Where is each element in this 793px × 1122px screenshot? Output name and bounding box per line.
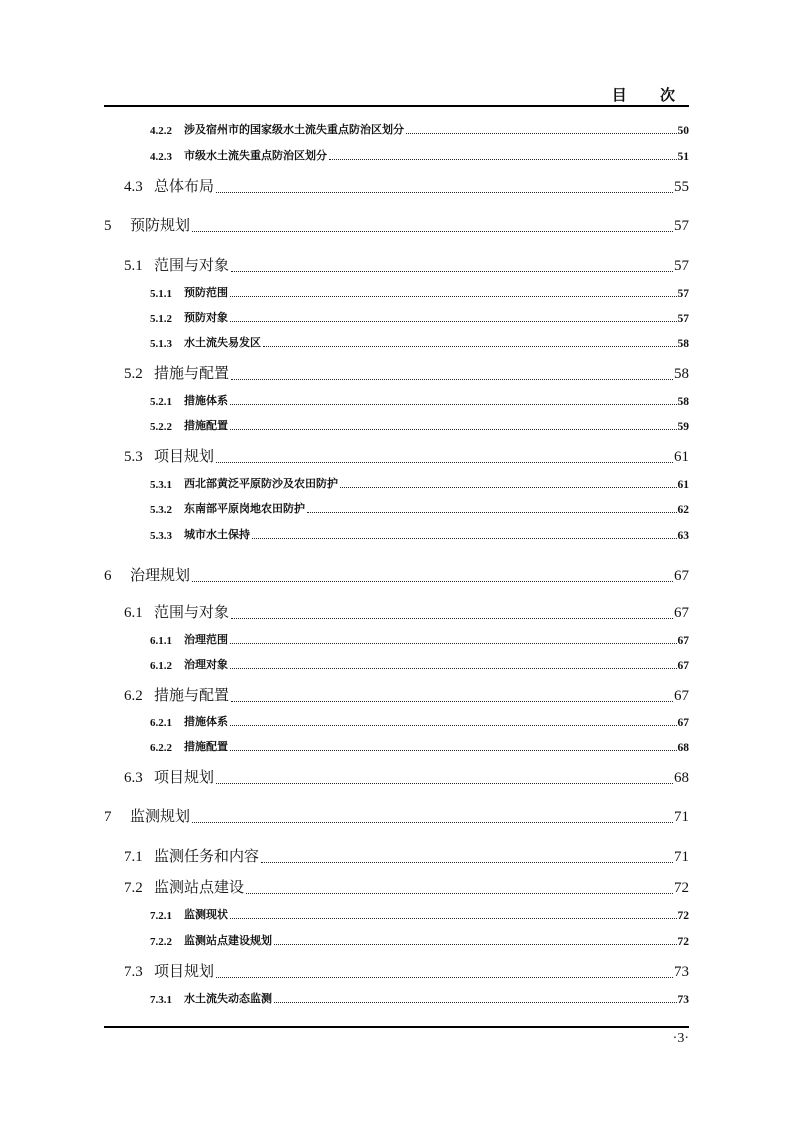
header-rule (104, 105, 689, 107)
toc-entry-page: 67 (677, 717, 689, 729)
toc-entry-title: 监测任务和内容 (154, 847, 260, 865)
dot-leader (274, 943, 677, 945)
toc-entry[interactable] (104, 932, 689, 948)
toc-entry[interactable] (104, 738, 689, 754)
toc-entry-page: 57 (677, 288, 689, 300)
dot-leader (230, 642, 677, 644)
dot-leader (192, 580, 673, 582)
toc-entry[interactable] (104, 906, 689, 922)
toc-entry-title: 治理对象 (184, 658, 228, 671)
toc-entry-title: 监测站点建设规划 (184, 934, 272, 947)
dot-leader (231, 378, 673, 380)
toc-entry-number: 6.1.2 (150, 660, 172, 672)
toc-entry-number: 7.3 (124, 964, 143, 980)
toc-entry[interactable] (104, 631, 689, 647)
toc-entry-number: 5.2 (124, 366, 143, 382)
toc-entry-page: 61 (674, 449, 689, 465)
dot-leader (192, 230, 673, 232)
toc-entry-title: 监测规划 (130, 807, 191, 825)
page-number: ·3· (672, 1031, 689, 1046)
toc-entry[interactable] (104, 656, 689, 672)
dot-leader (261, 861, 673, 863)
page-header-title: 目 次 (611, 86, 689, 104)
dot-leader (216, 461, 673, 463)
dot-leader (216, 782, 673, 784)
dot-leader (230, 749, 677, 751)
toc-entry-title: 城市水土保持 (184, 528, 250, 541)
toc-entry[interactable] (104, 960, 689, 981)
toc-entry-page: 67 (674, 605, 689, 621)
toc-entry-number: 6.2.1 (150, 717, 172, 729)
toc-entry-title: 治理规划 (130, 566, 191, 584)
dot-leader (230, 403, 677, 405)
toc-entry[interactable] (104, 392, 689, 408)
toc-entry-title: 西北部黄泛平原防沙及农田防护 (184, 477, 338, 490)
toc-entry-number: 5.1.3 (150, 338, 172, 350)
dot-leader (230, 428, 677, 430)
toc-entry[interactable] (104, 990, 689, 1006)
dot-leader (192, 821, 673, 823)
toc-entry[interactable] (104, 214, 689, 235)
toc-entry-page: 68 (674, 770, 689, 786)
toc-entry[interactable] (104, 876, 689, 897)
toc-entry-number: 7.1 (124, 849, 143, 865)
toc-entry-page: 57 (677, 313, 689, 325)
toc-entry-number: 5.2.1 (150, 396, 172, 408)
toc-entry-number: 6 (104, 568, 112, 584)
toc-entry[interactable] (104, 147, 689, 163)
toc-entry-title: 预防范围 (184, 286, 228, 299)
toc-entry-number: 5.3.3 (150, 530, 172, 542)
toc-entry-title: 治理范围 (184, 633, 228, 646)
toc-entry-number: 5.3 (124, 449, 143, 465)
dot-leader (216, 191, 673, 193)
toc-entry[interactable] (104, 766, 689, 787)
toc-entry-page: 72 (677, 910, 689, 922)
toc-entry[interactable] (104, 445, 689, 466)
dot-leader (230, 917, 677, 919)
dot-leader (263, 345, 677, 347)
toc-entry-page: 58 (674, 366, 689, 382)
toc-entry-number: 5.3.2 (150, 504, 172, 516)
toc-entry-number: 6.1 (124, 605, 143, 621)
toc-entry-title: 涉及宿州市的国家级水土流失重点防治区划分 (184, 123, 404, 136)
toc-entry-title: 监测现状 (184, 908, 228, 921)
toc-entry-title: 措施配置 (184, 419, 228, 432)
toc-entry-page: 71 (674, 849, 689, 865)
toc-entry[interactable] (104, 526, 689, 542)
toc-entry[interactable] (104, 254, 689, 275)
toc-entry-page: 71 (674, 809, 689, 825)
toc-entry[interactable] (104, 564, 689, 585)
toc-entry-title: 水土流失易发区 (184, 336, 261, 349)
toc-entry-page: 62 (677, 504, 689, 516)
toc-entry-number: 5.3.1 (150, 479, 172, 491)
toc-entry-page: 73 (674, 964, 689, 980)
toc-entry-title: 范围与对象 (154, 603, 230, 621)
toc-entry[interactable] (104, 601, 689, 622)
toc-entry-title: 总体布局 (154, 177, 215, 195)
toc-entry-number: 5.1.1 (150, 288, 172, 300)
toc-entry-title: 范围与对象 (154, 256, 230, 274)
toc-entry-page: 63 (677, 530, 689, 542)
dot-leader (231, 617, 673, 619)
toc-entry-number: 5.1.2 (150, 313, 172, 325)
toc-entry-page: 58 (677, 338, 689, 350)
dot-leader (406, 132, 677, 134)
toc-entry[interactable] (104, 309, 689, 325)
toc-entry[interactable] (104, 713, 689, 729)
toc-entry[interactable] (104, 175, 689, 196)
toc-entry-title: 项目规划 (154, 768, 215, 786)
footer-rule (104, 1026, 689, 1028)
toc-entry[interactable] (104, 121, 689, 137)
toc-entry-number: 7.2 (124, 880, 143, 896)
dot-leader (246, 892, 673, 894)
toc-entry-title: 预防对象 (184, 311, 228, 324)
toc-entry-number: 7 (104, 809, 112, 825)
toc-entry-page: 57 (674, 258, 689, 274)
toc-entry-page: 59 (677, 421, 689, 433)
toc-entry-page: 51 (677, 151, 689, 163)
toc-entry-page: 67 (677, 635, 689, 647)
toc-entry-number: 7.2.2 (150, 936, 172, 948)
dot-leader (329, 158, 677, 160)
dot-leader (230, 320, 677, 322)
dot-leader (340, 486, 677, 488)
toc-entry-title: 项目规划 (154, 447, 215, 465)
toc-entry-number: 4.2.2 (150, 125, 172, 137)
dot-leader (230, 295, 677, 297)
toc-entry-title: 措施配置 (184, 740, 228, 753)
toc-entry-page: 50 (677, 125, 689, 137)
toc-entry[interactable] (104, 417, 689, 433)
toc-entry-title: 措施与配置 (154, 364, 230, 382)
toc-entry[interactable] (104, 500, 689, 516)
toc-entry-title: 措施体系 (184, 394, 228, 407)
toc-entry-number: 6.2.2 (150, 742, 172, 754)
toc-entry[interactable] (104, 805, 689, 826)
toc-entry-page: 67 (677, 660, 689, 672)
dot-leader (230, 667, 677, 669)
dot-leader (274, 1001, 677, 1003)
toc-entry[interactable] (104, 362, 689, 383)
toc-entry-number: 5 (104, 218, 112, 234)
toc-entry-page: 57 (674, 218, 689, 234)
toc-entry-page: 67 (674, 568, 689, 584)
toc-entry-title: 预防规划 (130, 216, 191, 234)
toc-entry-number: 4.3 (124, 179, 143, 195)
toc-entry[interactable] (104, 845, 689, 866)
toc-entry-number: 6.1.1 (150, 635, 172, 647)
dot-leader (231, 700, 673, 702)
toc-entry-page: 68 (677, 742, 689, 754)
toc-entry[interactable] (104, 475, 689, 491)
toc-entry-title: 措施体系 (184, 715, 228, 728)
toc-entry-number: 6.3 (124, 770, 143, 786)
toc-entry-page: 61 (677, 479, 689, 491)
toc-entry-page: 67 (674, 688, 689, 704)
toc-entry-title: 措施与配置 (154, 686, 230, 704)
toc-entry-title: 项目规划 (154, 962, 215, 980)
toc-entry-title: 监测站点建设 (154, 878, 245, 896)
toc-entry-title: 水土流失动态监测 (184, 992, 272, 1005)
toc-entry-number: 4.2.3 (150, 151, 172, 163)
dot-leader (231, 270, 673, 272)
toc-entry-page: 73 (677, 994, 689, 1006)
toc-entry-title: 市级水土流失重点防治区划分 (184, 149, 327, 162)
toc-entry-page: 72 (674, 880, 689, 896)
toc-entry-number: 7.3.1 (150, 994, 172, 1006)
toc-entry-title: 东南部平原岗地农田防护 (184, 502, 305, 515)
dot-leader (230, 724, 677, 726)
toc-entry-number: 5.2.2 (150, 421, 172, 433)
dot-leader (307, 511, 677, 513)
toc-entry-number: 5.1 (124, 258, 143, 274)
toc-entry-page: 58 (677, 396, 689, 408)
toc-entry-number: 7.2.1 (150, 910, 172, 922)
toc-entry[interactable] (104, 684, 689, 705)
toc-entry[interactable] (104, 284, 689, 300)
toc-entry[interactable] (104, 334, 689, 350)
dot-leader (216, 976, 673, 978)
dot-leader (252, 537, 677, 539)
toc-entry-page: 55 (674, 179, 689, 195)
toc-entry-number: 6.2 (124, 688, 143, 704)
toc-entry-page: 72 (677, 936, 689, 948)
